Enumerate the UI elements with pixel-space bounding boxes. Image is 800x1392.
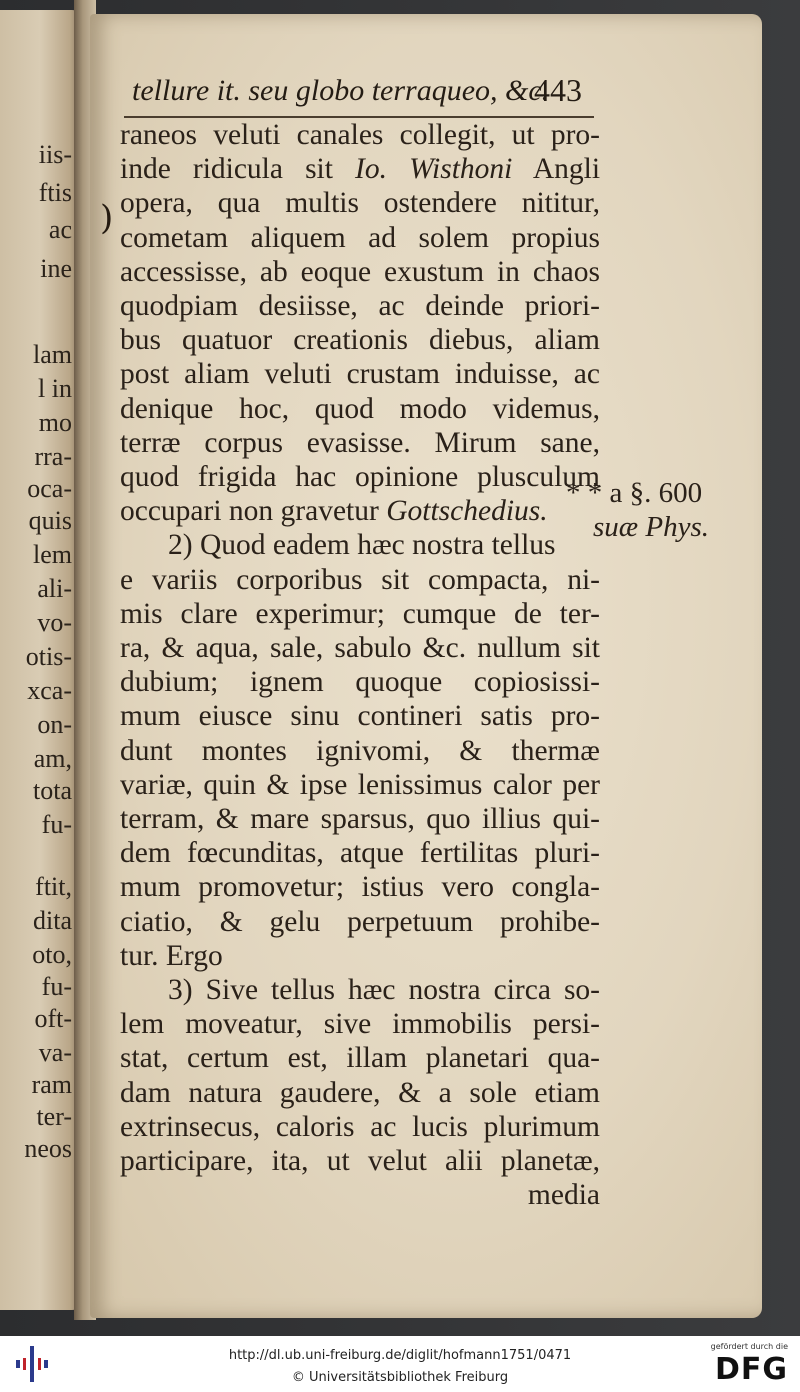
footnote-mark: [566, 477, 702, 510]
text-line: bus quatuor creationis diebus, aliam: [120, 324, 600, 357]
text-fragment: occupari non gravetur: [120, 495, 379, 528]
text-line: raneos veluti canales collegit, ut pro-: [120, 119, 600, 151]
left-edge-line: oto,: [32, 940, 72, 969]
text-line: 3) Sive tellus hæc nostra circa so-: [168, 974, 600, 1007]
text-line: [120, 494, 600, 528]
text-line: post aliam veluti crustam induisse, ac: [120, 358, 600, 391]
left-edge-line: oca-: [27, 474, 72, 503]
catchword: media: [527, 1179, 600, 1212]
text-line: dubium; ignem quoque copiosissi-: [120, 666, 600, 699]
left-edge-line: oft-: [34, 1004, 72, 1033]
text-line: dam natura gaudere, & a sole etiam: [120, 1076, 600, 1109]
text-fragment: inde ridicula sit: [120, 153, 333, 186]
running-title: tellure it. seu globo terraqueo, &c.: [132, 74, 550, 107]
text-line: terram, & mare sparsus, quo illius qui-: [120, 803, 600, 836]
left-edge-line: mo: [38, 408, 72, 437]
text-line: terræ corpus evasisse. Mirum sane,: [120, 426, 600, 459]
left-edge-line: l in: [38, 374, 72, 403]
left-edge-line: otis-: [25, 642, 72, 671]
copyright-notice: © Universitätsbibliothek Freiburg: [291, 1370, 509, 1385]
text-line: stat, certum est, illam planetari qua-: [120, 1042, 600, 1075]
text-line: lem moveatur, sive immobilis persi-: [120, 1008, 600, 1041]
left-edge-line: fu-: [41, 972, 72, 1001]
text-line: mum eiusce sinu contineri satis pro-: [120, 700, 600, 733]
footnote-text: [593, 511, 709, 544]
viewer-footer: [0, 1336, 800, 1392]
text-line: variæ, quin & ipse lenissimus calor per: [120, 768, 600, 801]
text-line: dunt montes ignivomi, & thermæ: [120, 734, 600, 767]
dfg-caption: gefördert durch die: [710, 1342, 788, 1351]
source-url[interactable]: http://dl.ub.uni-freiburg.de/diglit/hofmann1751/0471: [228, 1348, 572, 1363]
text-line: cometam aliquem ad solem propius: [120, 221, 600, 254]
left-edge-line: dita: [33, 906, 72, 935]
left-edge-line: am,: [33, 744, 72, 773]
footnote-mark-text: * * a §. 600: [566, 477, 703, 509]
left-edge-line: ine: [40, 254, 72, 283]
author-name: Gottschedius.: [386, 495, 548, 528]
text-line: ra, & aqua, sale, sabulo &c. nullum sit: [120, 632, 600, 665]
text-line: quod frigida hac opinione plusculum: [120, 461, 600, 494]
left-edge-line: fu-: [41, 810, 72, 839]
text-line: opera, qua multis ostendere nititur,: [120, 187, 600, 220]
left-edge-line: va-: [38, 1038, 72, 1067]
left-edge-line: ali-: [37, 574, 72, 603]
text-fragment: Angli: [532, 153, 601, 186]
text-line: 2) Quod eadem hæc nostra tellus: [168, 529, 556, 562]
left-edge-line: iis-: [38, 140, 72, 169]
left-edge-line: ac: [48, 215, 72, 244]
left-edge-line: rra-: [34, 442, 72, 471]
left-edge-line: vo-: [37, 608, 72, 637]
left-edge-line: on-: [37, 710, 72, 739]
text-line: participare, ita, ut velut alii planetæ,: [120, 1145, 600, 1178]
text-line: tur. Ergo: [120, 939, 223, 972]
body-text: [120, 118, 600, 1213]
left-edge-line: ram: [31, 1070, 72, 1099]
text-line: denique hoc, quod modo videmus,: [120, 392, 600, 425]
left-edge-line: xca-: [27, 676, 72, 705]
left-page: [0, 10, 80, 1310]
left-edge-line: tota: [33, 776, 72, 805]
text-line: [120, 152, 600, 186]
dfg-wordmark: DFG: [714, 1352, 788, 1387]
page-number: 443: [534, 72, 582, 108]
text-line: ciatio, & gelu perpetuum prohibe-: [120, 905, 600, 938]
left-edge-line: ftit,: [35, 872, 72, 901]
text-line: accessisse, ab eoque exustum in chaos: [120, 255, 600, 288]
author-name: Io. Wisthoni: [355, 153, 513, 186]
text-line: mum promovetur; istius vero congla-: [120, 871, 600, 904]
left-page-edge-text: [0, 10, 80, 1310]
left-edge-line: neos: [24, 1134, 72, 1163]
footnote-text-span: suæ Phys.: [593, 511, 709, 543]
dfg-logo: [698, 1342, 788, 1388]
left-edge-line: ftis: [38, 178, 72, 207]
text-line: e variis corporibus sit compacta, ni-: [120, 563, 600, 596]
left-edge-line: quis: [28, 506, 72, 535]
left-edge-line: lem: [33, 540, 72, 569]
text-line: quodpiam desiisse, ac deinde priori-: [120, 290, 600, 323]
text-line: mis clare experimur; cumque de ter-: [120, 597, 600, 630]
running-header: [132, 74, 602, 108]
margin-bracket-mark: ): [100, 198, 114, 238]
left-edge-line: lam: [33, 340, 72, 369]
text-line: dem fœcunditas, atque fertilitas pluri-: [120, 837, 600, 870]
text-line: extrinsecus, caloris ac lucis plurimum: [120, 1110, 600, 1143]
left-edge-line: ter-: [36, 1102, 72, 1131]
